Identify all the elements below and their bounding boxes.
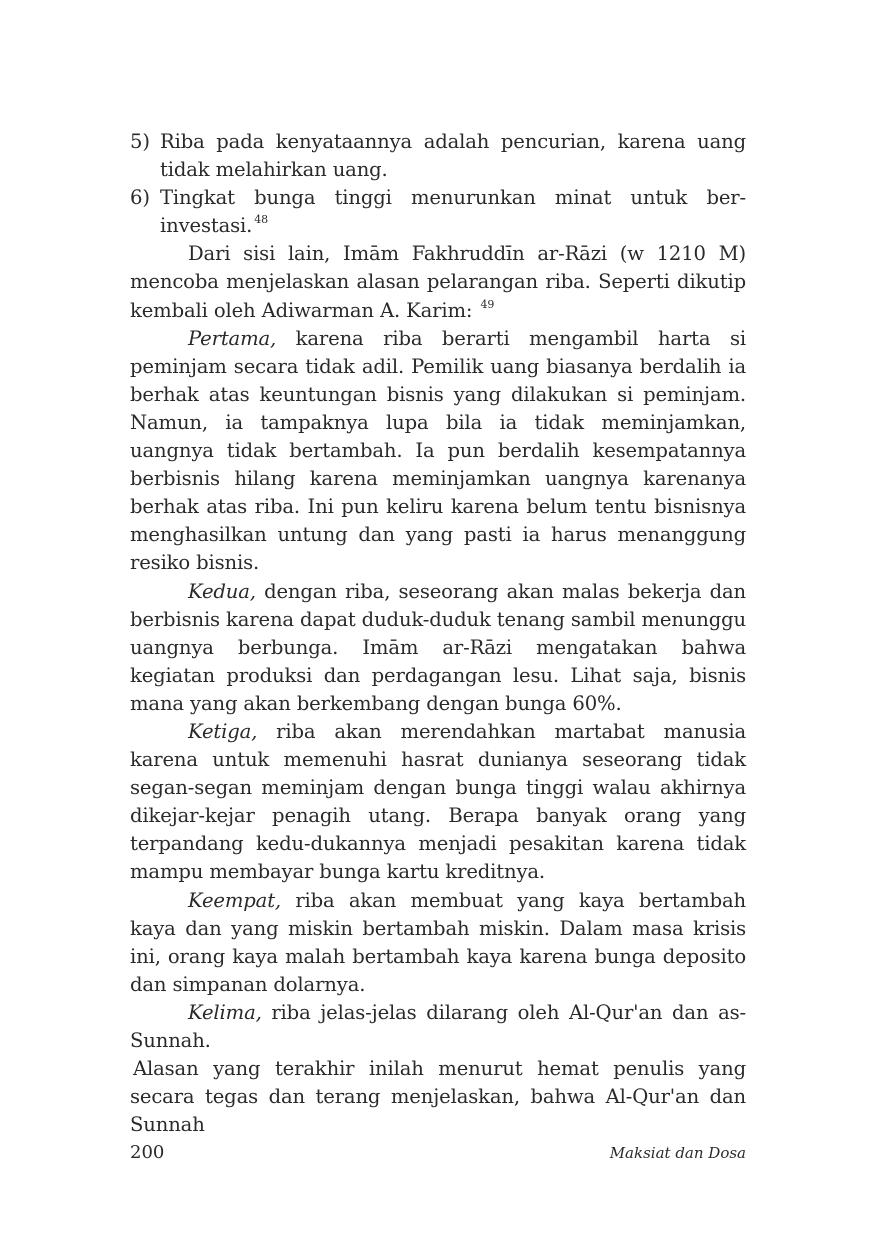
paragraph-lead: Pertama,	[188, 326, 277, 350]
footnote-ref-48[interactable]: 48	[254, 213, 268, 227]
list-text: Tingkat bunga tinggi menurunkan minat untuk ber-investasi. $^{48}$	[160, 186, 746, 238]
paragraph-keempat: Keempat, riba akan membuat yang kaya bertambah kaya dan yang miskin bertambah miskin. Dalam masa krisis ini, orang kaya malah bertambah kaya karena bunga deposito dan simpanan dolarnya.	[130, 888, 746, 996]
paragraph-lead: Keempat,	[188, 888, 282, 912]
footnote-ref-49[interactable]: 49	[480, 297, 495, 311]
list-number: 6)	[130, 186, 150, 210]
paragraph-lead: Kedua,	[188, 579, 256, 603]
body-text	[130, 128, 746, 1139]
paragraph-kelima: Kelima, riba jelas-jelas dilarang oleh Al-Qur'an dan as-Sunnah.	[130, 1000, 746, 1052]
paragraph-ketiga: Ketiga, riba akan merendahkan martabat manusia karena untuk memenuhi hasrat dunianya seseorang tidak segan-segan meminjam dengan bunga tinggi walau akhirnya dikejar-kejar penagih utang. Berapa banyak orang yang terpandang kedu-dukannya menjadi pesakitan karena tidak mampu membayar bunga kartu kreditnya.	[130, 719, 746, 884]
page-footer	[130, 1142, 746, 1166]
running-title: Maksiat dan Dosa	[609, 1144, 746, 1162]
list-item-5	[130, 128, 746, 184]
paragraph-pertama: Pertama, karena riba berarti mengambil harta si peminjam secara tidak adil. Pemilik uang biasanya berdalih ia berhak atas keuntungan bisnis yang dilakukan si peminjam. Namun, ia tampaknya lupa bila ia tidak meminjamkan, uangnya tidak bertambah. Ia pun berdalih kesempatannya berbisnis hilang karena meminjamkan uangnya karenanya berhak atas riba. Ini pun keliru karena belum tentu bisnisnya menghasilkan untung dan yang pasti ia harus menanggung resiko bisnis.	[130, 326, 746, 575]
paragraph-intro: Dari sisi lain, Imām Fakhruddīn ar-Rāzi (w 1210 M) mencoba menjelaskan alasan pelarangan riba. Seperti dikutip kembali oleh Adiwarman A. Karim: $^{49}$	[130, 242, 746, 322]
paragraph-lead: Kelima,	[188, 1000, 262, 1024]
page-number: 200	[130, 1142, 165, 1163]
list-item-6	[130, 184, 746, 240]
list-text: Riba pada kenyataannya adalah pencurian, karena uang tidak melahirkan uang.	[160, 130, 746, 182]
paragraph-kedua: Kedua, dengan riba, seseorang akan malas bekerja dan berbisnis karena dapat duduk-duduk tenang sambil menunggu uangnya berbunga. Imām ar-Rāzi mengatakan bahwa kegiatan produksi dan perdagangan lesu. Lihat saja, bisnis mana yang akan berkembang dengan bunga 60%.	[130, 579, 747, 715]
paragraph-lead: Ketiga,	[188, 719, 258, 743]
list-number: 5)	[130, 130, 150, 153]
paragraph-closing: Alasan yang terakhir inilah menurut hemat penulis yang secara tegas dan terang menjelaskan, bahwa Al-Qur'an dan Sunnah	[130, 1057, 746, 1137]
